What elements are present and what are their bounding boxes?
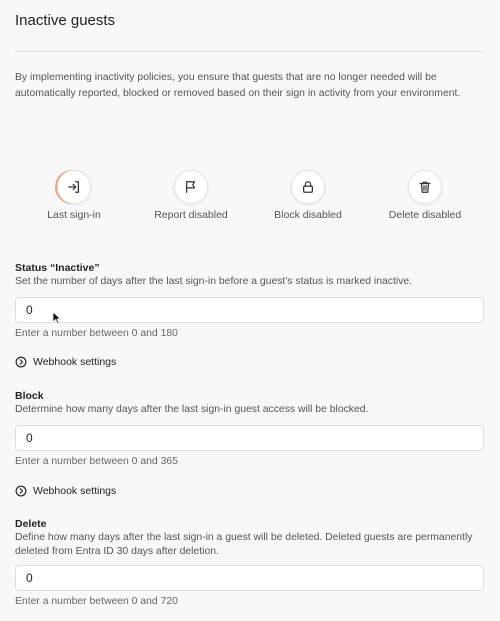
chevron-right-icon — [15, 356, 27, 368]
status-title: Status “Inactive” — [15, 262, 100, 274]
status-webhook-settings[interactable] — [15, 356, 116, 368]
step-report[interactable] — [131, 170, 251, 221]
delete-hint: Enter a number between 0 and 720 — [15, 596, 178, 607]
step-last-sign-in[interactable] — [14, 170, 134, 221]
block-hint: Enter a number between 0 and 365 — [15, 456, 178, 467]
mouse-cursor-icon — [52, 311, 62, 325]
step-label: Report disabled — [154, 209, 228, 221]
flag-icon — [174, 170, 208, 204]
chevron-right-icon — [15, 485, 27, 497]
status-hint: Enter a number between 0 and 180 — [15, 328, 178, 339]
step-label: Delete disabled — [388, 209, 462, 221]
delete-description: Define how many days after the last sign-in a guest will be deleted. Deleted guests are permanently deleted from Entra ID 30 days after deletion. — [15, 532, 473, 557]
title-divider — [15, 51, 485, 52]
policy-steps — [0, 170, 500, 230]
block-days-input[interactable] — [15, 425, 484, 451]
block-webhook-settings[interactable] — [15, 485, 116, 497]
page-title: Inactive guests — [15, 12, 116, 29]
delete-days-input[interactable] — [15, 565, 484, 591]
step-label: Block disabled — [274, 209, 342, 221]
inactive-days-input[interactable] — [15, 297, 484, 323]
status-description: Set the number of days after the last sign-in before a guest's status is marked inactive. — [15, 276, 413, 287]
webhook-label: Webhook settings — [33, 356, 117, 368]
trash-icon — [408, 170, 442, 204]
step-delete[interactable] — [365, 170, 485, 221]
block-title: Block — [15, 390, 44, 402]
block-description: Determine how many days after the last sign-in guest access will be blocked. — [15, 404, 369, 415]
sign-in-icon — [57, 170, 91, 204]
lock-icon — [291, 170, 325, 204]
status-inactive-section — [15, 262, 485, 339]
delete-title: Delete — [15, 518, 47, 530]
delete-section — [15, 518, 485, 607]
step-block[interactable] — [248, 170, 368, 221]
intro-text: By implementing inactivity policies, you ensure that guests that are no longer needed will be automatically reported, blocked or removed based on their sign in activity from your environment. — [15, 72, 461, 99]
webhook-label: Webhook settings — [33, 485, 117, 497]
block-section — [15, 390, 485, 467]
step-label: Last sign-in — [47, 209, 101, 221]
